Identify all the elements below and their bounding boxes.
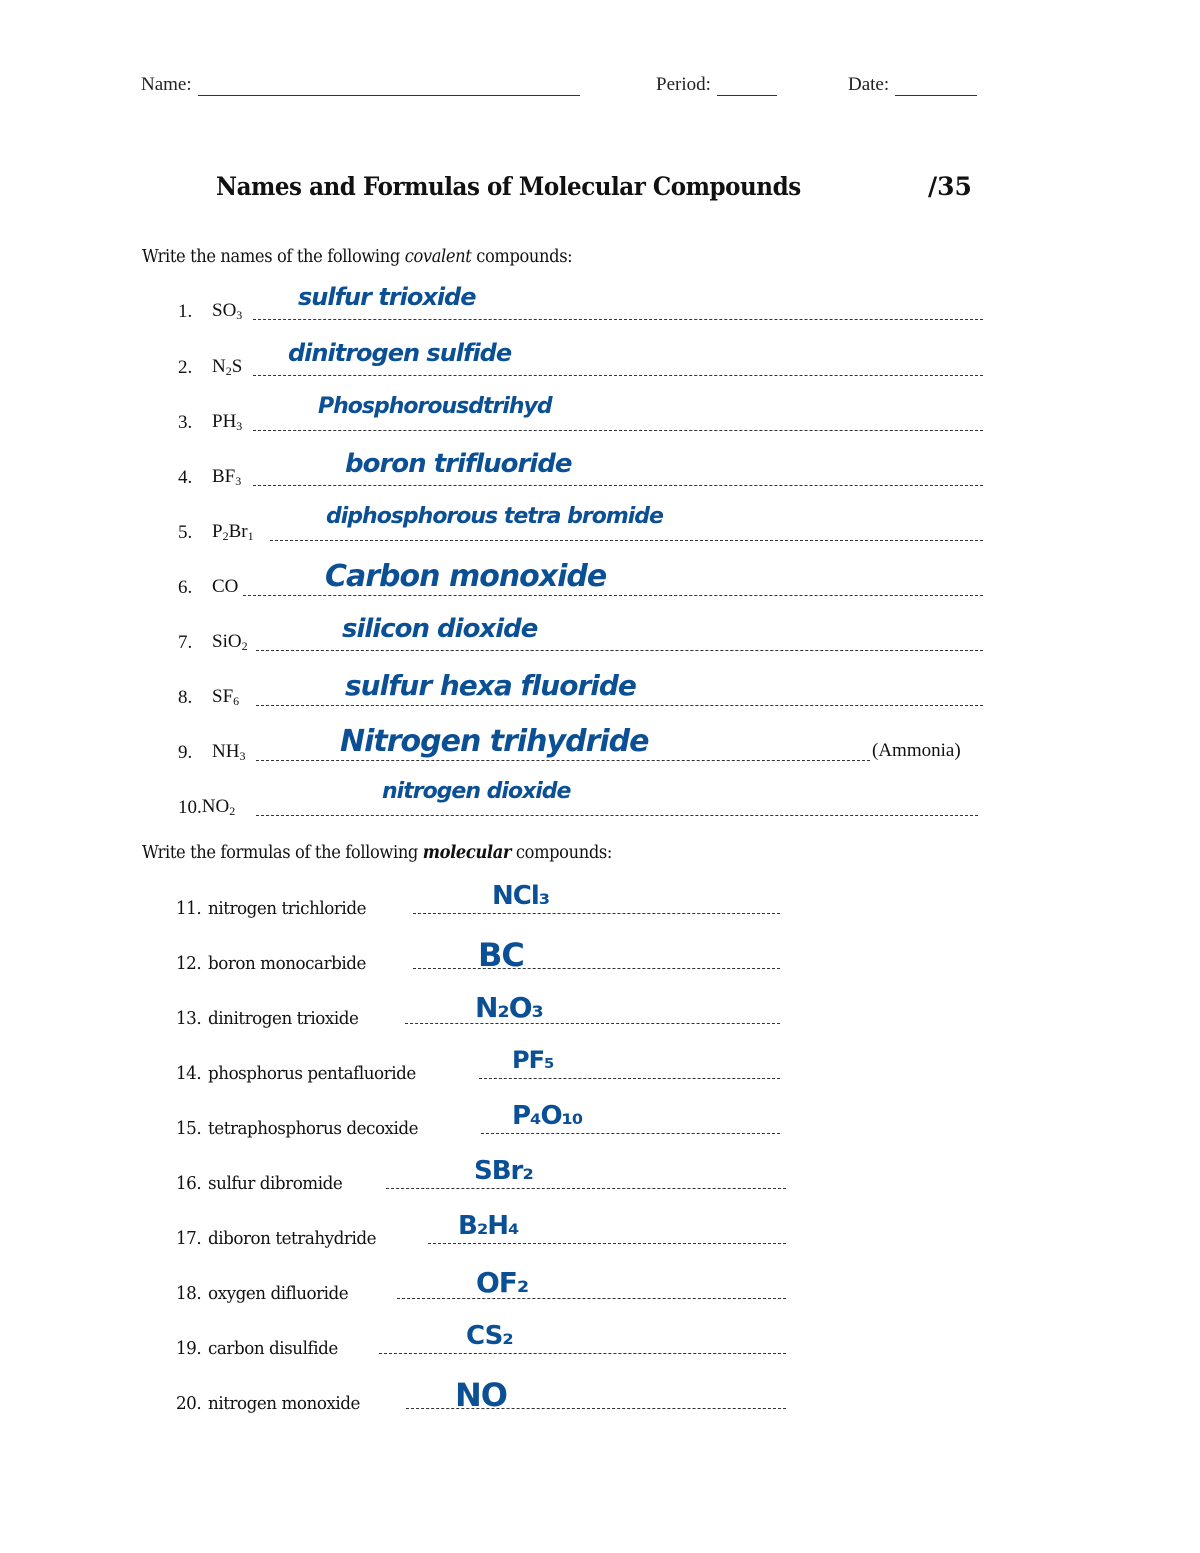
handwritten-answer: dinitrogen sulfide [288, 339, 512, 367]
period-blank[interactable] [717, 77, 777, 96]
question-row [176, 1274, 359, 1304]
compound-formula [212, 356, 242, 379]
answer-blank[interactable] [379, 1353, 786, 1354]
answer-blank[interactable] [270, 540, 983, 541]
compound-formula [202, 796, 235, 819]
handwritten-answer: diphosphorous tetra bromide [326, 504, 663, 529]
formula-base: CO [212, 576, 239, 597]
compound-formula [212, 521, 254, 544]
instruction-emphasis: covalent [404, 247, 472, 267]
question-row [176, 1219, 389, 1249]
handwritten-answer: NO [455, 1376, 507, 1414]
compound-formula [212, 411, 242, 434]
formula-subscript: 2 [225, 364, 232, 378]
formula-subscript: 2 [229, 804, 236, 818]
question-row [176, 1054, 432, 1084]
date-label: Date: [848, 74, 890, 95]
question-number: 4. [178, 467, 193, 488]
formula-tail: Br [228, 521, 248, 542]
handwritten-answer: Phosphorousdtrihyd [318, 394, 552, 419]
formula-subscript: 3 [239, 749, 246, 763]
instruction-text: compounds: [511, 843, 612, 863]
formula-base: NO [201, 796, 230, 817]
question-number: 13. [176, 1008, 202, 1029]
answer-blank[interactable] [256, 815, 978, 816]
compound-name: dinitrogen trioxide [208, 1008, 359, 1029]
handwritten-answer: OF₂ [476, 1266, 529, 1299]
formula-subscript: 3 [236, 419, 243, 433]
period-label: Period: [656, 74, 711, 95]
answer-blank[interactable] [428, 1243, 786, 1244]
formula-base: NH [212, 741, 240, 762]
handwritten-answer: BC [478, 936, 524, 974]
question-number: 10. [178, 797, 202, 818]
answer-blank[interactable] [256, 760, 870, 761]
answer-blank[interactable] [386, 1188, 786, 1189]
formula-subscript: 1 [247, 529, 254, 543]
answer-blank[interactable] [405, 1023, 780, 1024]
instruction-text: Write the formulas of the following [142, 843, 423, 863]
question-number: 5. [178, 522, 193, 543]
question-row [178, 734, 245, 764]
handwritten-answer: Nitrogen trihydride [340, 724, 649, 759]
formula-base: BF [212, 466, 236, 487]
date-blank[interactable] [895, 77, 977, 96]
question-row [178, 569, 238, 599]
question-row [178, 789, 235, 819]
question-number: 8. [178, 687, 193, 708]
compound-formula [212, 741, 245, 764]
handwritten-answer: NCl₃ [492, 881, 550, 911]
section1-instruction [142, 247, 572, 267]
formula-subscript: 6 [233, 694, 240, 708]
question-row [176, 1164, 353, 1194]
name-blank[interactable] [198, 77, 580, 96]
section2-instruction [142, 843, 612, 863]
compound-formula [212, 466, 241, 489]
compound-formula [212, 686, 239, 709]
handwritten-answer: PF₅ [512, 1046, 554, 1074]
answer-blank[interactable] [481, 1133, 780, 1134]
answer-blank[interactable] [256, 705, 983, 706]
compound-name: carbon disulfide [208, 1338, 339, 1359]
page-title: Names and Formulas of Molecular Compounds [216, 172, 801, 201]
handwritten-answer: CS₂ [466, 1321, 513, 1351]
name-field[interactable] [141, 74, 580, 96]
common-name-hint: (Ammonia) [872, 740, 961, 761]
formula-subscript: 3 [235, 474, 242, 488]
question-number: 18. [176, 1283, 202, 1304]
compound-formula [212, 300, 242, 323]
score-total: /35 [928, 172, 972, 201]
answer-blank[interactable] [243, 595, 983, 596]
handwritten-answer: SBr₂ [474, 1156, 533, 1186]
answer-blank[interactable] [253, 319, 983, 320]
answer-blank[interactable] [256, 650, 983, 651]
compound-name: diboron tetrahydride [208, 1228, 377, 1249]
period-field[interactable] [656, 74, 777, 96]
question-row [178, 624, 248, 654]
formula-base: PH [212, 411, 237, 432]
question-number: 1. [178, 301, 193, 322]
question-row [178, 293, 242, 323]
question-row [178, 404, 242, 434]
question-number: 19. [176, 1338, 202, 1359]
date-field[interactable] [848, 74, 977, 96]
formula-base: SF [212, 686, 234, 707]
question-number: 15. [176, 1118, 202, 1139]
compound-formula [212, 631, 248, 654]
question-row [178, 679, 239, 709]
answer-blank[interactable] [397, 1298, 786, 1299]
question-number: 7. [178, 632, 193, 653]
formula-subscript: 2 [222, 529, 229, 543]
answer-blank[interactable] [253, 430, 983, 431]
question-number: 16. [176, 1173, 202, 1194]
handwritten-answer: B₂H₄ [458, 1211, 519, 1241]
compound-name: sulfur dibromide [208, 1173, 343, 1194]
question-row [176, 1329, 348, 1359]
question-row [176, 944, 378, 974]
question-row [176, 999, 370, 1029]
handwritten-answer: N₂O₃ [475, 991, 543, 1024]
compound-name: phosphorus pentafluoride [208, 1063, 417, 1084]
question-number: 11. [176, 898, 202, 919]
formula-base: SO [212, 300, 237, 321]
handwritten-answer: P₄O₁₀ [512, 1101, 583, 1131]
question-number: 12. [176, 953, 202, 974]
question-row [178, 349, 242, 379]
answer-blank[interactable] [413, 913, 780, 914]
question-row [178, 459, 241, 489]
answer-blank[interactable] [479, 1078, 780, 1079]
handwritten-answer: sulfur trioxide [298, 283, 476, 311]
question-row [176, 1384, 372, 1414]
handwritten-answer: nitrogen dioxide [382, 779, 571, 804]
name-label: Name: [141, 74, 192, 95]
compound-name: oxygen difluoride [208, 1283, 349, 1304]
formula-base: N [212, 356, 226, 377]
formula-subscript: 3 [236, 308, 243, 322]
handwritten-answer: silicon dioxide [342, 614, 538, 644]
handwritten-answer: boron trifluoride [345, 449, 572, 479]
answer-blank[interactable] [413, 968, 780, 969]
instruction-emphasis: molecular [422, 843, 512, 863]
question-number: 14. [176, 1063, 202, 1084]
compound-formula [212, 576, 238, 599]
compound-name: boron monocarbide [208, 953, 367, 974]
question-number: 3. [178, 412, 193, 433]
formula-base: P [212, 521, 223, 542]
compound-name: nitrogen monoxide [208, 1393, 361, 1414]
answer-blank[interactable] [253, 485, 983, 486]
formula-base: SiO [212, 631, 242, 652]
question-number: 2. [178, 357, 193, 378]
question-row [176, 889, 378, 919]
question-number: 20. [176, 1393, 202, 1414]
answer-blank[interactable] [253, 375, 983, 376]
formula-subscript: 2 [241, 639, 248, 653]
formula-tail: S [231, 356, 243, 377]
question-number: 6. [178, 577, 193, 598]
question-row [176, 1109, 434, 1139]
compound-name: tetraphosphorus decoxide [208, 1118, 419, 1139]
handwritten-answer: sulfur hexa fluoride [345, 669, 636, 702]
question-row [178, 514, 254, 544]
handwritten-answer: Carbon monoxide [325, 559, 607, 594]
question-number: 17. [176, 1228, 202, 1249]
compound-name: nitrogen trichloride [208, 898, 367, 919]
instruction-text: Write the names of the following [142, 247, 405, 267]
instruction-text: compounds: [471, 247, 573, 267]
question-number: 9. [178, 742, 193, 763]
